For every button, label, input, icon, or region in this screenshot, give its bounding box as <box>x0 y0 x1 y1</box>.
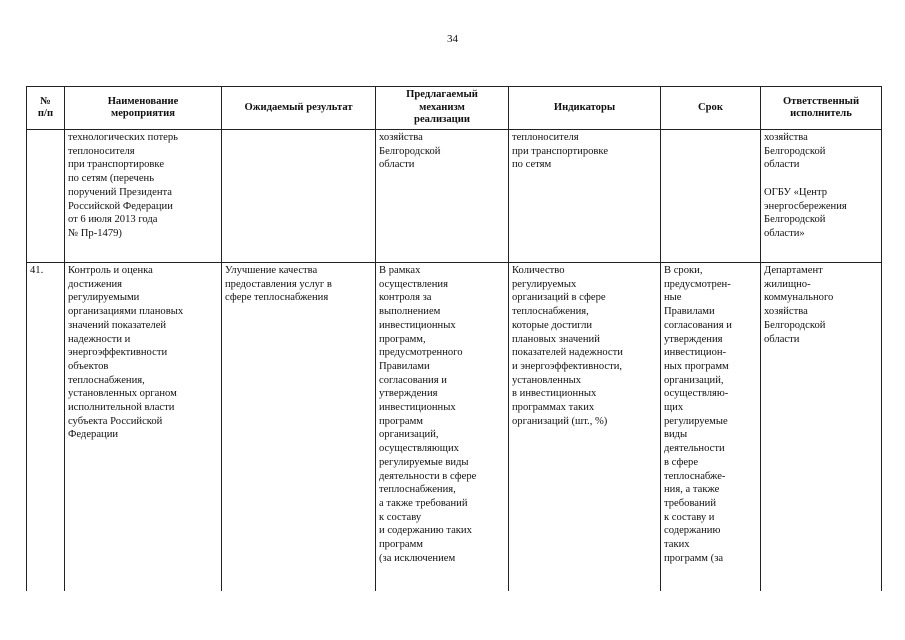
header-indicators: Индикаторы <box>509 87 661 130</box>
header-measure-name: Наименование мероприятия <box>65 87 222 130</box>
cell-expected-result: Улучшение качества предоставления услуг в сфере теплоснабжения <box>222 263 376 592</box>
table-row <box>27 263 882 592</box>
cell-number <box>27 130 65 263</box>
measures-table <box>26 86 882 591</box>
cell-mechanism: В рамках осуществления контроля за выполнением инвестиционных программ, предусмотренного Правилами согласования и утверждения инвестиционных программ организаций, осуществляющих регулируемые виды деятельности в сфере теплоснабжения, а также требований к составу и содержанию таких программ (за исключением <box>376 263 509 592</box>
table-header-row <box>27 87 882 130</box>
header-number: № п/п <box>27 87 65 130</box>
header-expected-result: Ожидаемый результат <box>222 87 376 130</box>
header-responsible: Ответственный исполнитель <box>761 87 882 130</box>
cell-number: 41. <box>27 263 65 592</box>
cell-expected-result <box>222 130 376 263</box>
header-deadline: Срок <box>661 87 761 130</box>
cell-indicators: Количество регулируемых организаций в сфере теплоснабжения, которые достигли плановых значений показателей надежности и энергоэффективности, установленных в инвестиционных программах таких организаций (шт., %) <box>509 263 661 592</box>
table-row <box>27 130 882 263</box>
cell-responsible: Департамент жилищно- коммунального хозяйства Белгородской области <box>761 263 882 592</box>
header-mechanism: Предлагаемый механизм реализации <box>376 87 509 130</box>
cell-deadline <box>661 130 761 263</box>
cell-measure-name: Контроль и оценка достижения регулируемыми организациями плановых значений показателей надежности и энергоэффективности объектов теплоснабжения, установленных органом исполнительной власти субъекта Российской Федерации <box>65 263 222 592</box>
page-number: 34 <box>447 33 458 45</box>
cell-indicators: теплоносителя при транспортировке по сетям <box>509 130 661 263</box>
cell-deadline: В сроки, предусмотрен- ные Правилами согласования и утверждения инвестицион- ных программ организаций, осуществляю- щих регулируемые виды деятельности в сфере теплоснабже- ния, а также требований к составу и содержанию таких программ (за <box>661 263 761 592</box>
cell-measure-name: технологических потерь теплоносителя при транспортировке по сетям (перечень поручений Президента Российской Федерации от 6 июля 2013 года № Пр-1479) <box>65 130 222 263</box>
cell-responsible: хозяйства Белгородской области ОГБУ «Центр энергосбережения Белгородской области» <box>761 130 882 263</box>
cell-mechanism: хозяйства Белгородской области <box>376 130 509 263</box>
